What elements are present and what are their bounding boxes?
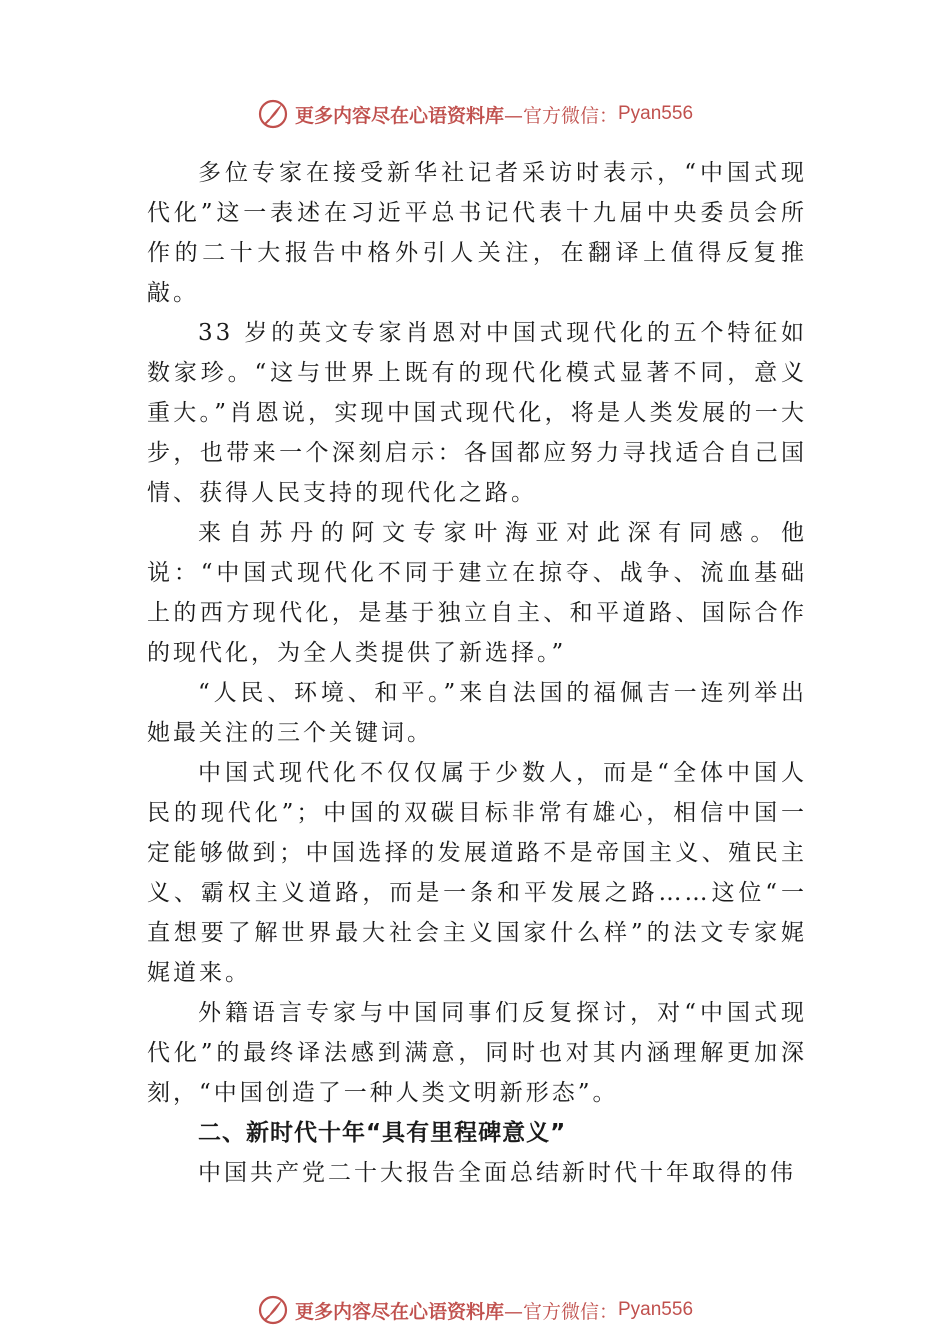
paragraph-3: 来自苏丹的阿文专家叶海亚对此深有同感。他说：“中国式现代化不同于建立在掠夺、战争、流血基础上的西方现代化，是基于独立自主、和平道路、国际合作的现代化，为全人类提供了新选择。” (147, 520, 807, 666)
banner-dash-text: —官方微信： (503, 1300, 618, 1323)
footer-banner (0, 1290, 950, 1330)
header-banner (0, 94, 950, 134)
quill-logo-icon (257, 1294, 289, 1326)
banner-main-text: 更多内容尽在心语资料库 (294, 104, 504, 127)
paragraph-5: 中国式现代化不仅仅属于少数人，而是“全体中国人民的现代化”；中国的双碳目标非常有雄心，相信中国一定能够做到；中国选择的发展道路不是帝国主义、殖民主义、霸权主义道路，而是一条和平发展之路……这位“一直想要了解世界最大社会主义国家什么样”的法文专家娓娓道来。 (147, 760, 807, 986)
paragraph-2: 33 岁的英文专家肖恩对中国式现代化的五个特征如数家珍。“这与世界上既有的现代化模式显著不同，意义重大。”肖恩说，实现中国式现代化，将是人类发展的一大步，也带来一个深刻启示：各国都应努力寻找适合自己国情、获得人民支持的现代化之路。 (147, 320, 807, 506)
banner-wechat-id: Pyan556 (618, 1299, 694, 1320)
paragraph-1: 多位专家在接受新华社记者采访时表示，“中国式现代化”这一表述在习近平总书记代表十九届中央委员会所作的二十大报告中格外引人关注，在翻译上值得反复推敲。 (147, 160, 807, 306)
banner-wechat-id: Pyan556 (618, 103, 694, 124)
paragraph-4: “人民、环境、和平。”来自法国的福佩吉一连列举出她最关注的三个关键词。 (147, 680, 807, 746)
banner-main-text: 更多内容尽在心语资料库 (294, 1300, 504, 1323)
document-body (147, 153, 807, 1193)
quill-logo-icon (257, 98, 289, 130)
section-heading: 二、新时代十年“具有里程碑意义” (198, 1120, 567, 1146)
banner-dash-text: —官方微信： (503, 104, 618, 127)
paragraph-6: 外籍语言专家与中国同事们反复探讨，对“中国式现代化”的最终译法感到满意，同时也对其内涵理解更加深刻，“中国创造了一种人类文明新形态”。 (147, 1000, 807, 1106)
paragraph-7: 中国共产党二十大报告全面总结新时代十年取得的伟 (198, 1160, 796, 1186)
